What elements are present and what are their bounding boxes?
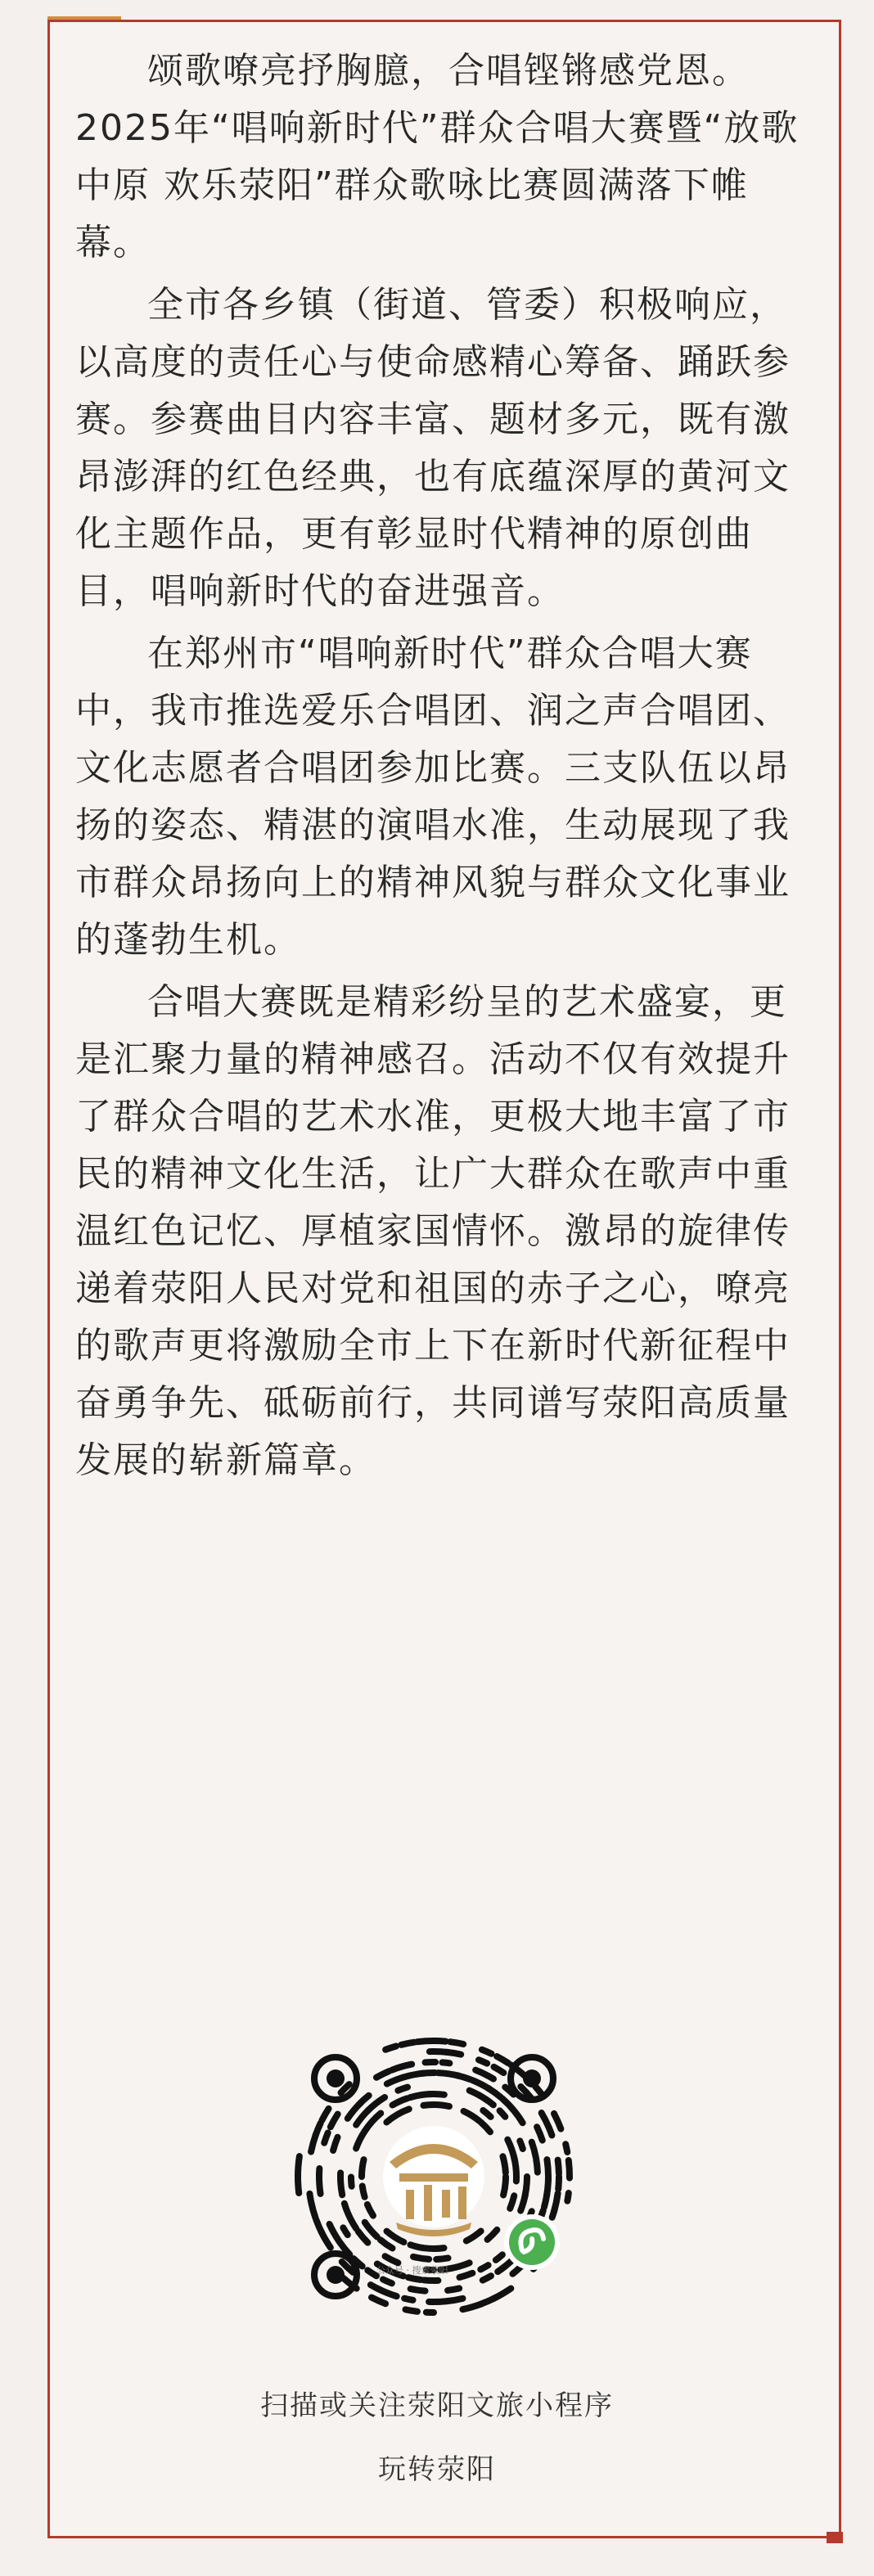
- qr-segment: [532, 2142, 536, 2158]
- qr-segment: [365, 2222, 377, 2237]
- qr-finder-dot: [327, 2266, 345, 2284]
- qr-segment: [393, 2098, 408, 2105]
- qr-segment: [450, 2042, 463, 2044]
- qr-tag: 公众号 · 搜索荥阳: [376, 2265, 448, 2276]
- qr-segment: [413, 2257, 429, 2259]
- qr-finder-dot: [327, 2069, 345, 2087]
- qr-segment: [456, 2075, 471, 2079]
- qr-segment: [386, 2109, 408, 2122]
- qr-segment: [425, 2248, 444, 2249]
- paragraph-2: 全市各乡镇（街道、管委）积极响应，以高度的责任心与使命感精心筹备、踊跃参赛。参赛曲目内容丰富、题材多元，既有激昂澎湃的红色经典，也有底蕴深厚的黄河文化主题作品，更有彰显时代精神的原创曲目，唱响新时代的奋进强音。: [75, 284, 791, 612]
- qr-segment: [316, 2220, 322, 2233]
- qr-segment: [448, 2288, 459, 2290]
- qr-segment: [333, 2137, 337, 2150]
- qr-segment: [330, 2224, 340, 2241]
- qr-segment: [363, 2186, 365, 2196]
- qr-segment: [404, 2299, 412, 2300]
- qr-segment: [462, 2304, 481, 2309]
- qr-finder-dot: [523, 2069, 541, 2087]
- qr-segment: [569, 2160, 570, 2178]
- qr-segment: [385, 2046, 396, 2049]
- qr-segment: [372, 2298, 385, 2304]
- qr-caption-line-2: 玩转荥阳: [378, 2453, 496, 2486]
- qr-segment: [424, 2280, 438, 2281]
- qr-segment: [358, 2096, 368, 2105]
- qr-segment: [401, 2042, 414, 2045]
- qr-segment: [498, 2266, 505, 2272]
- qr-segment: [371, 2285, 381, 2290]
- qr-segment: [421, 2073, 435, 2074]
- qr-segment: [442, 2062, 449, 2063]
- qr-segment: [480, 2265, 488, 2269]
- qr-segment: [367, 2097, 385, 2110]
- qr-segment: [497, 2056, 508, 2063]
- qr-segment: [331, 2114, 338, 2128]
- qr-segment: [411, 2289, 426, 2291]
- paragraph-4: 合唱大赛既是精彩纷呈的艺术盛宴，更是汇聚力量的精神感召。活动不仅有效提升了群众合唱的艺术水准，更极大地丰富了市民的精神文化生活，让广大群众在歌声中重温红色记忆、厚植家国情怀。激昂的旋律传递着荥阳人民对党和祖国的赤子之心，嘹亮的歌声更将激励全市上下在新时代新征程中奋勇争先、砥砺前行，共同谱写荥阳高质量发展的崭新篇章。: [75, 981, 791, 1481]
- qr-segment: [358, 2231, 368, 2243]
- xingyang-culture-logo: [383, 2126, 484, 2236]
- paragraph-1: 颂歌嘹亮抒胸臆，合唱铿锵感党恩。2025年“唱响新时代”群众合唱大赛暨“放歌中原 欢乐荥阳”群众歌咏比赛圆满落下帷幕。: [75, 50, 800, 263]
- qr-segment: [489, 2088, 502, 2097]
- qr-segment: [410, 2245, 423, 2248]
- qr-segment: [488, 2230, 498, 2240]
- paragraph-3: 在郑州市“唱响新时代”群众合唱大赛中，我市推选爱乐合唱团、润之声合唱团、文化志愿者合唱团参加比赛。三支队伍以昂扬的姿态、精湛的演唱水准，生动展现了我市群众昂扬向上的精神风貌与群众文化事业的蓬勃生机。: [75, 633, 791, 961]
- qr-segment: [362, 2159, 364, 2177]
- qr-segment: [483, 2276, 491, 2280]
- qr-segment: [340, 2173, 342, 2195]
- qr-segment: [510, 2195, 514, 2209]
- qr-segment: [483, 2110, 490, 2117]
- qr-segment: [429, 2094, 444, 2095]
- qr-segment: [298, 2156, 300, 2177]
- qr-segment: [387, 2231, 404, 2242]
- qr-segment: [322, 2109, 328, 2120]
- qr-segment: [567, 2193, 568, 2201]
- qr-segment: [341, 2084, 349, 2092]
- qr-segment: [537, 2127, 543, 2140]
- qr-segment: [496, 2254, 502, 2259]
- frame-accent-bottom: [827, 2532, 843, 2543]
- qr-segment: [544, 2194, 547, 2207]
- qr-segment: [367, 2204, 373, 2216]
- qr-segment: [549, 2128, 552, 2135]
- qr-segment: [381, 2240, 393, 2248]
- qr-segment: [547, 2159, 548, 2180]
- qr-segment: [436, 2258, 448, 2259]
- qr-segment: [351, 2177, 352, 2186]
- qr-segment: [460, 2273, 473, 2277]
- qr-segment: [423, 2105, 448, 2106]
- qr-segment: [398, 2087, 408, 2091]
- qr-segment: [514, 2158, 516, 2182]
- qr-segment: [376, 2071, 389, 2078]
- qr-segment: [479, 2060, 487, 2063]
- qr-segment: [324, 2132, 327, 2142]
- qr-segment: [475, 2070, 493, 2079]
- qr-segment: [552, 2209, 555, 2217]
- qr-segment: [348, 2213, 356, 2228]
- qr-segment: [558, 2177, 559, 2189]
- qr-segment: [515, 2111, 523, 2123]
- qr-segment: [494, 2067, 504, 2073]
- qr-caption-line-1: 扫描或关注荥阳文旅小程序: [260, 2389, 614, 2422]
- qr-segment: [383, 2280, 392, 2284]
- qr-segment: [565, 2144, 567, 2152]
- qr-segment: [298, 2178, 299, 2193]
- qr-segment: [503, 2177, 506, 2195]
- article-body: [75, 43, 812, 1494]
- qr-segment: [309, 2194, 311, 2202]
- qr-segment: [558, 2160, 559, 2174]
- qr-segment: [520, 2195, 525, 2210]
- qr-segment: [315, 2123, 320, 2136]
- qr-segment: [512, 2267, 520, 2274]
- qr-segment: [446, 2052, 461, 2055]
- qr-code-icon: [286, 2029, 581, 2324]
- qr-segment: [554, 2114, 561, 2129]
- qr-segment: [405, 2309, 417, 2311]
- qr-segment: [520, 2141, 522, 2149]
- qr-segment: [482, 2050, 492, 2054]
- qr-segment: [434, 2041, 445, 2042]
- qr-segment: [464, 2111, 480, 2121]
- qr-segment: [345, 2204, 348, 2213]
- miniprogram-qr-code[interactable]: [286, 2029, 581, 2324]
- qr-segment: [367, 2270, 376, 2276]
- qr-segment: [500, 2110, 506, 2116]
- qr-segment: [385, 2256, 398, 2263]
- wechat-miniprogram-icon: [504, 2214, 560, 2270]
- qr-segment: [536, 2159, 538, 2173]
- qr-segment: [343, 2227, 347, 2235]
- qr-segment: [485, 2099, 493, 2105]
- qr-segment: [502, 2156, 505, 2173]
- qr-segment: [392, 2065, 412, 2070]
- qr-segment: [466, 2231, 481, 2241]
- qr-segment: [429, 2301, 446, 2302]
- qr-segment: [481, 2122, 490, 2132]
- qr-segment: [408, 2277, 421, 2280]
